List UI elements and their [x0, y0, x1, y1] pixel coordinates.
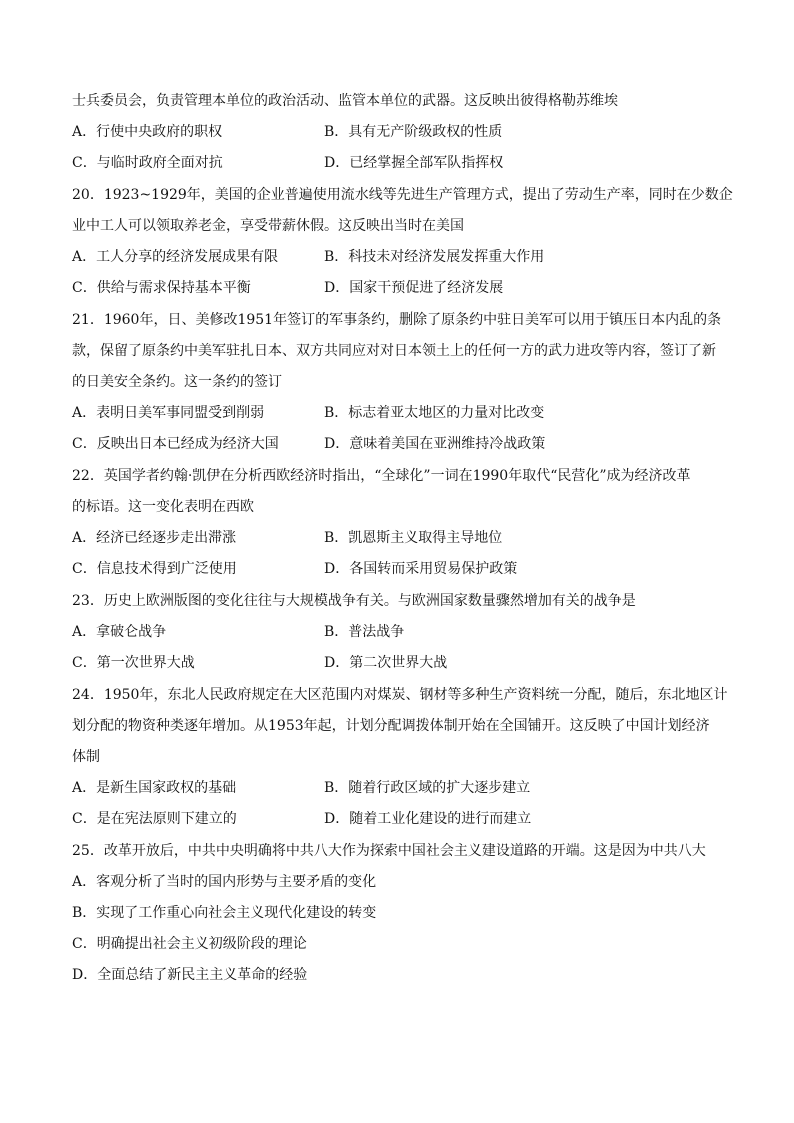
q19-stem-end: 士兵委员会，负责管理本单位的政治活动、监管本单位的武器。这反映出彼得格勒苏维埃 — [72, 93, 618, 109]
q22-stem-cont: 的标语。这一变化表明在西欧 — [72, 499, 254, 515]
q23-option-b: B．普法战争 — [324, 624, 405, 640]
q20-option-d: D．国家干预促进了经济发展 — [324, 280, 504, 296]
q25-option-a: A．客观分析了当时的国内形势与主要矛盾的变化 — [72, 874, 377, 890]
q23-option-c: C．第一次世界大战 — [72, 655, 195, 671]
q25-option-d: D．全面总结了新民主主义革命的经验 — [72, 967, 308, 983]
q25-option-c: C．明确提出社会主义初级阶段的理论 — [72, 936, 307, 952]
q24-option-d: D．随着工业化建设的进行而建立 — [324, 811, 532, 827]
q24-stem-end: 体制 — [72, 749, 100, 765]
q24-option-c: C．是在宪法原则下建立的 — [72, 811, 237, 827]
q20-option-c: C．供给与需求保持基本平衡 — [72, 280, 251, 296]
q22-stem: 22．英国学者约翰·凯伊在分析西欧经济时指出，“全球化”一词在1990年取代“民营化”成为经济改革 — [72, 468, 691, 484]
q22-option-d: D．各国转而采用贸易保护政策 — [324, 561, 518, 577]
q25-stem: 25．改革开放后，中共中央明确将中共八大作为探索中国社会主义建设道路的开端。这是因为中共八大 — [72, 843, 706, 859]
q19-option-c: C．与临时政府全面对抗 — [72, 155, 223, 171]
q21-option-c: C．反映出日本已经成为经济大国 — [72, 436, 279, 452]
q20-option-a: A．工人分享的经济发展成果有限 — [72, 249, 279, 265]
q24-stem-cont: 划分配的物资种类逐年增加。从1953年起，计划分配调拨体制开始在全国铺开。这反映了中国计划经济 — [72, 718, 710, 734]
q22-option-a: A．经济已经逐步走出滞涨 — [72, 530, 237, 546]
q20-stem-cont: 业中工人可以领取养老金，享受带薪休假。这反映出当时在美国 — [72, 218, 464, 234]
q24-option-b: B．随着行政区域的扩大逐步建立 — [324, 780, 531, 796]
q23-option-a: A．拿破仑战争 — [72, 624, 167, 640]
q21-option-a: A．表明日美军事同盟受到削弱 — [72, 405, 265, 421]
q19-option-d: D．已经掌握全部军队指挥权 — [324, 155, 504, 171]
q22-option-c: C．信息技术得到广泛使用 — [72, 561, 237, 577]
q24-option-a: A．是新生国家政权的基础 — [72, 780, 237, 796]
q19-option-a: A．行使中央政府的职权 — [72, 124, 223, 140]
q21-option-b: B．标志着亚太地区的力量对比改变 — [324, 405, 545, 421]
q20-option-b: B．科技未对经济发展发挥重大作用 — [324, 249, 545, 265]
q21-stem: 21．1960年，日、美修改1951年签订的军事条约，删除了原条约中驻日美军可以用于镇压日本内乱的条 — [72, 312, 722, 328]
q21-option-d: D．意味着美国在亚洲维持冷战政策 — [324, 436, 546, 452]
q25-option-b: B．实现了工作重心向社会主义现代化建设的转变 — [72, 905, 377, 921]
q22-option-b: B．凯恩斯主义取得主导地位 — [324, 530, 503, 546]
q21-stem-cont: 款，保留了原条约中美军驻扎日本、双方共同应对对日本领土上的任何一方的武力进攻等内容，签订了新 — [72, 343, 716, 359]
q20-stem: 20．1923~1929年，美国的企业普遍使用流水线等先进生产管理方式，提出了劳动生产率，同时在少数企 — [72, 187, 733, 203]
q23-option-d: D．第二次世界大战 — [324, 655, 448, 671]
q21-stem-end: 的日美安全条约。这一条约的签订 — [72, 374, 282, 390]
q23-stem: 23．历史上欧洲版图的变化往往与大规模战争有关。与欧洲国家数量骤然增加有关的战争是 — [72, 593, 636, 609]
q24-stem: 24．1950年，东北人民政府规定在大区范围内对煤炭、钢材等多种生产资料统一分配，随后，东北地区计 — [72, 687, 728, 703]
q19-option-b: B．具有无产阶级政权的性质 — [324, 124, 503, 140]
